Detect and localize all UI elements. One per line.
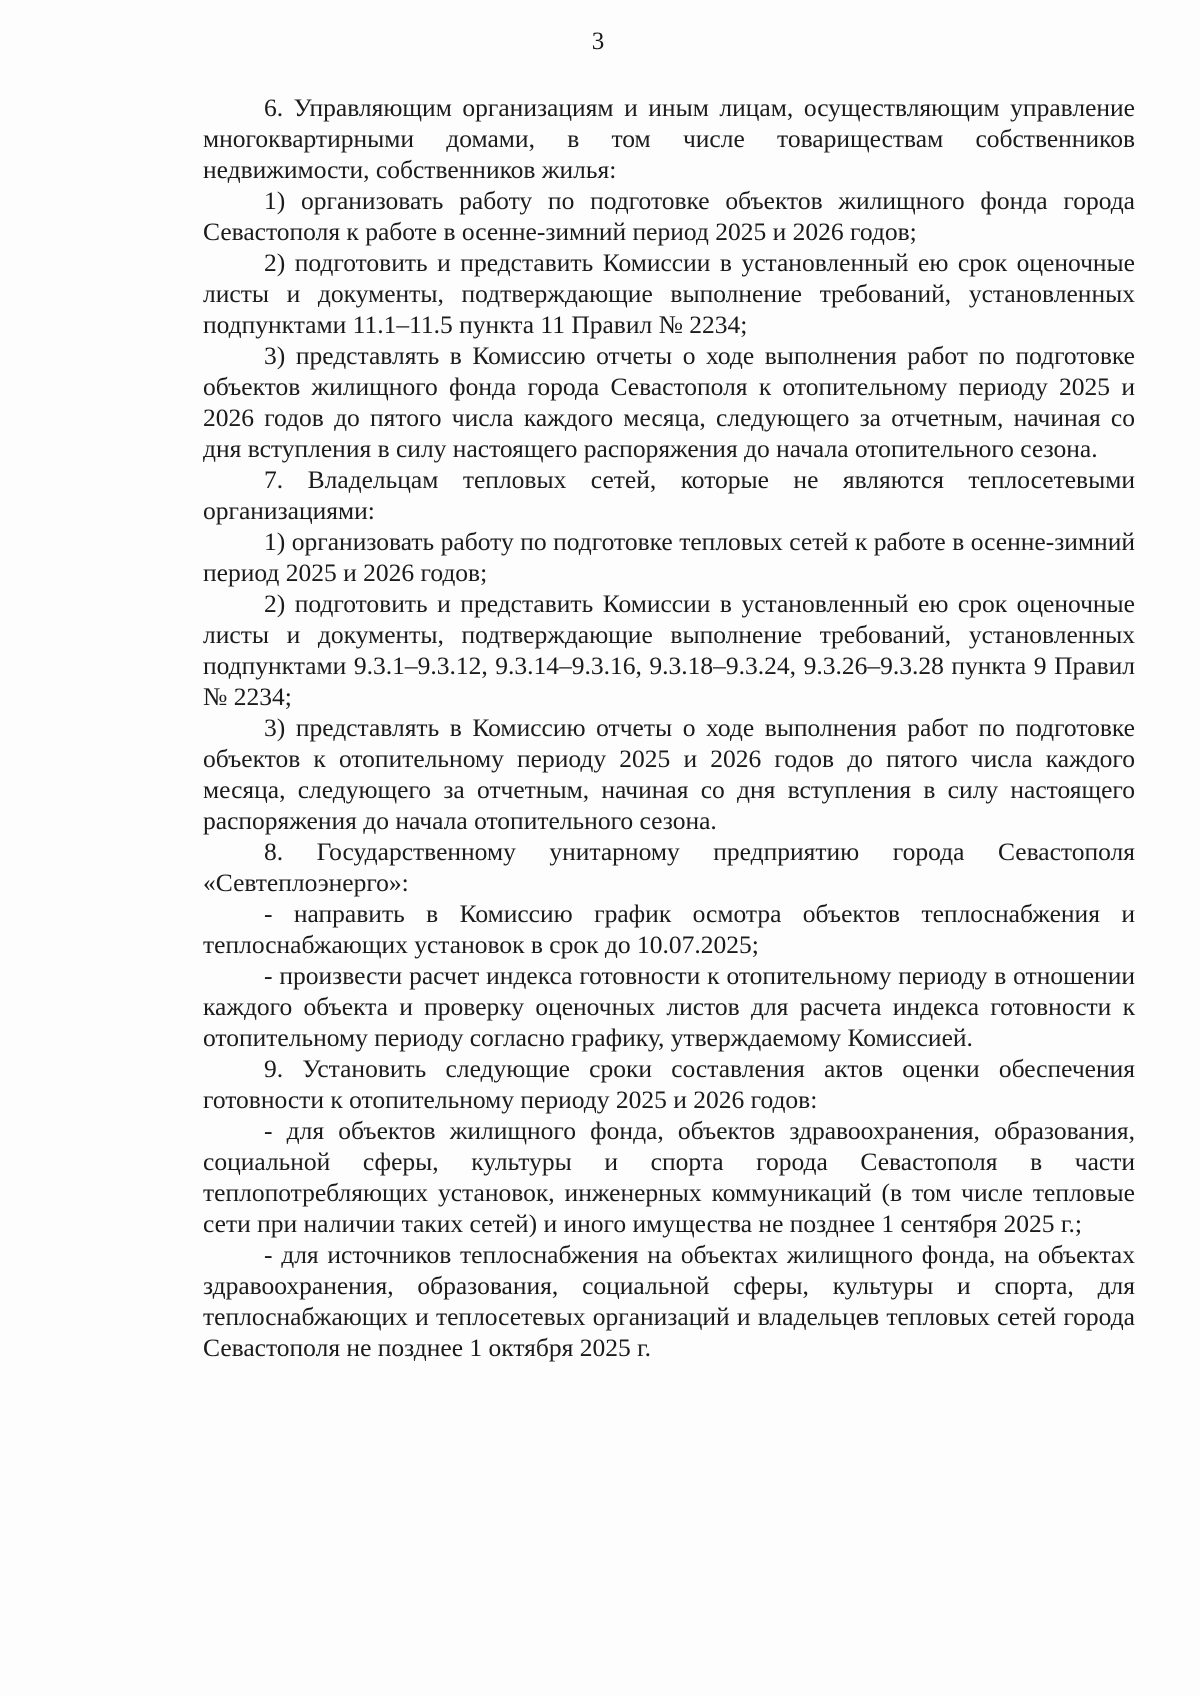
paragraph-7: 7. Владельцам тепловых сетей, которые не являются теплосетевыми организациями: [203,465,1135,525]
paragraph-9-item-2: - для источников теплоснабжения на объектах жилищного фонда, на объектах здравоохранения, образования, социальной сферы, культуры и спорта, для теплоснабжающих и теплосетевых организаций и владельцев тепловых сетей города Севастополя не позднее 1 октября 2025 г. [203,1240,1135,1362]
paragraph-8-item-1: - направить в Комиссию график осмотра объектов теплоснабжения и теплоснабжающих установок в срок до 10.07.2025; [203,899,1135,959]
document-body [203,92,1135,1363]
page-number: 3 [591,28,605,55]
paragraph-6-item-1: 1) организовать работу по подготовке объектов жилищного фонда города Севастополя к работе в осенне-зимний период 2025 и 2026 годов; [203,186,1135,246]
paragraph-6-item-3: 3) представлять в Комиссию отчеты о ходе выполнения работ по подготовке объектов жилищного фонда города Севастополя к отопительному периоду 2025 и 2026 годов до пятого числа каждого месяца, следующего за отчетным, начиная со дня вступления в силу настоящего распоряжения до начала отопительного сезона. [203,341,1135,463]
paragraph-6: 6. Управляющим организациям и иным лицам, осуществляющим управление многоквартирными домами, в том числе товариществам собственников недвижимости, собственников жилья: [203,93,1135,184]
paragraph-8: 8. Государственному унитарному предприятию города Севастополя «Севтеплоэнерго»: [203,837,1135,897]
paragraph-7-item-3: 3) представлять в Комиссию отчеты о ходе выполнения работ по подготовке объектов к отопительному периоду 2025 и 2026 годов до пятого числа каждого месяца, следующего за отчетным, начиная со дня вступления в силу настоящего распоряжения до начала отопительного сезона. [203,713,1135,835]
paragraph-7-item-1: 1) организовать работу по подготовке тепловых сетей к работе в осенне-зимний период 2025 и 2026 годов; [203,527,1135,587]
paragraph-9: 9. Установить следующие сроки составления актов оценки обеспечения готовности к отопительному периоду 2025 и 2026 годов: [203,1054,1135,1114]
paragraph-9-item-1: - для объектов жилищного фонда, объектов здравоохранения, образования, социальной сферы, культуры и спорта города Севастополя в части теплопотребляющих установок, инженерных коммуникаций (в том числе тепловые сети при наличии таких сетей) и иного имущества не позднее 1 сентября 2025 г.; [203,1116,1135,1238]
paragraph-8-item-2: - произвести расчет индекса готовности к отопительному периоду в отношении каждого объекта и проверку оценочных листов для расчета индекса готовности к отопительному периоду согласно графику, утверждаемому Комиссией. [203,961,1135,1052]
paragraph-7-item-2: 2) подготовить и представить Комиссии в установленный ею срок оценочные листы и документы, подтверждающие выполнение требований, установленных подпунктами 9.3.1–9.3.12, 9.3.14–9.3.16, 9.3.18–9.3.24, 9.3.26–9.3.28 пункта 9 Правил № 2234; [203,589,1135,711]
paragraph-6-item-2: 2) подготовить и представить Комиссии в установленный ею срок оценочные листы и документы, подтверждающие выполнение требований, установленных подпунктами 11.1–11.5 пункта 11 Правил № 2234; [203,248,1135,339]
